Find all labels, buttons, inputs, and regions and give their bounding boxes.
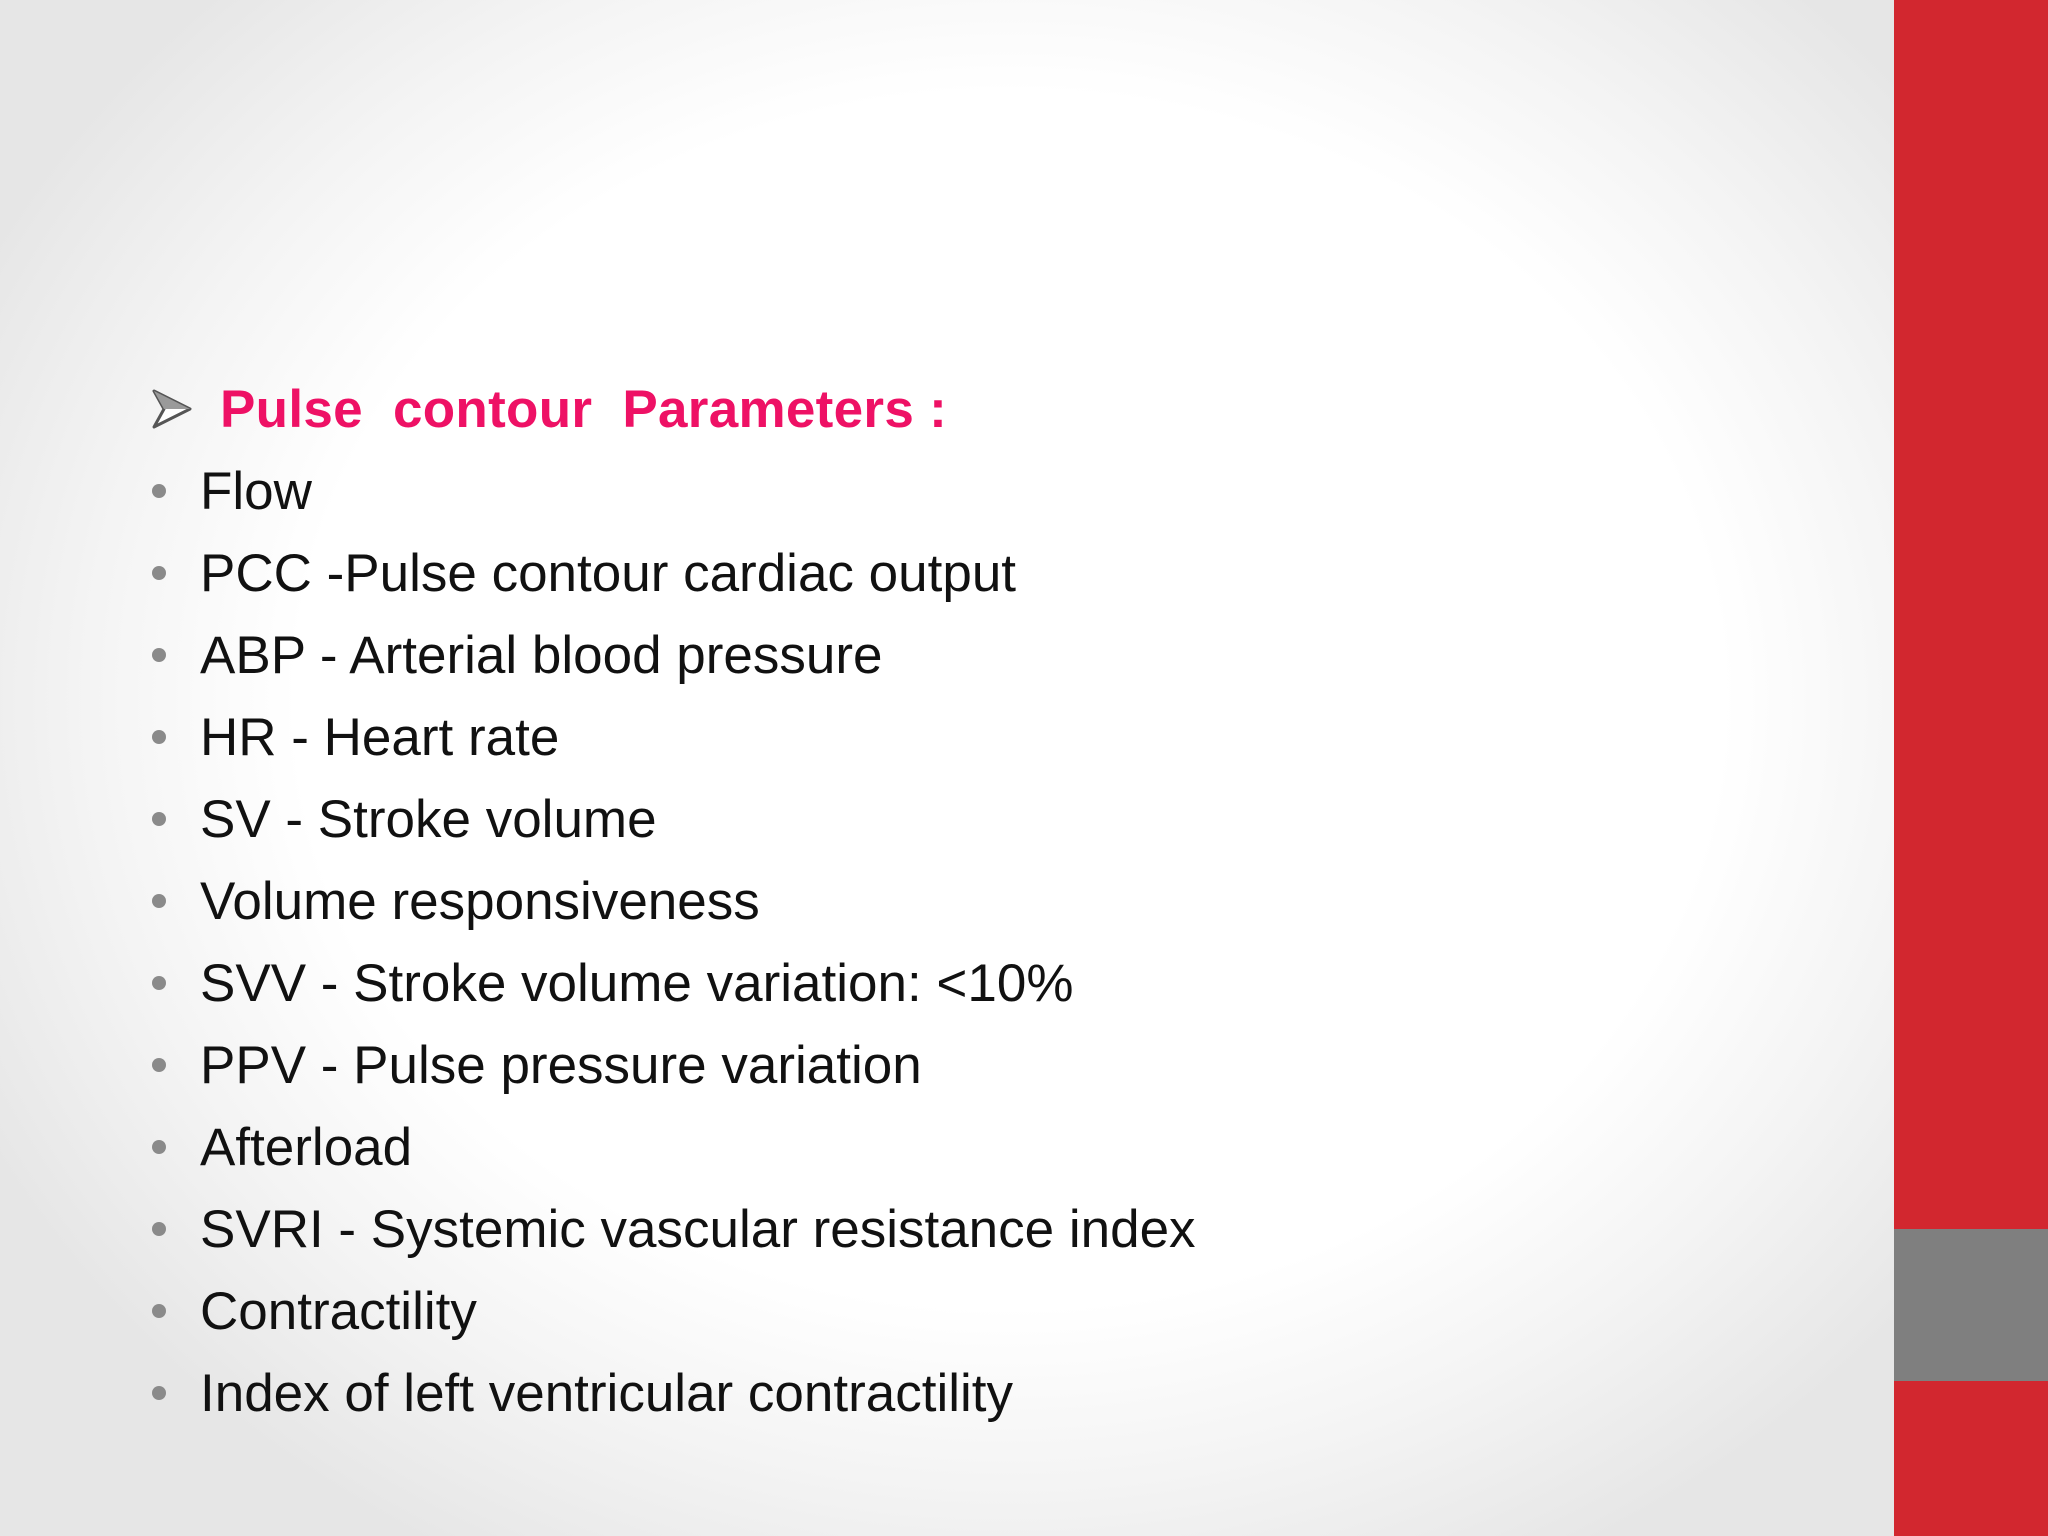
list-item-text: Contractility bbox=[200, 1281, 477, 1341]
dot-bullet-icon bbox=[152, 1222, 166, 1236]
dot-bullet-icon bbox=[152, 484, 166, 498]
accent-side-bar bbox=[1894, 0, 2048, 1536]
parameter-list bbox=[148, 450, 1748, 1434]
list-item bbox=[148, 1106, 1748, 1188]
list-item-text: SV - Stroke volume bbox=[200, 789, 657, 849]
list-item-text: ABP - Arterial blood pressure bbox=[200, 625, 883, 685]
section-heading: Pulse contour Parameters : bbox=[220, 379, 948, 439]
dot-bullet-icon bbox=[152, 1304, 166, 1318]
heading-row bbox=[148, 368, 1748, 450]
dot-bullet-icon bbox=[152, 1140, 166, 1154]
list-item bbox=[148, 942, 1748, 1024]
list-item bbox=[148, 1024, 1748, 1106]
list-item-text: SVV - Stroke volume variation: <10% bbox=[200, 953, 1074, 1013]
list-item bbox=[148, 778, 1748, 860]
list-item bbox=[148, 614, 1748, 696]
list-item-text: Afterload bbox=[200, 1117, 413, 1177]
dot-bullet-icon bbox=[152, 812, 166, 826]
list-item-text: HR - Heart rate bbox=[200, 707, 560, 767]
list-item bbox=[148, 1270, 1748, 1352]
list-item-text: Volume responsiveness bbox=[200, 871, 760, 931]
list-item bbox=[148, 1188, 1748, 1270]
dot-bullet-icon bbox=[152, 976, 166, 990]
list-item bbox=[148, 860, 1748, 942]
list-item-text: Flow bbox=[200, 461, 312, 521]
list-item bbox=[148, 450, 1748, 532]
arrowhead-bullet-icon bbox=[150, 387, 194, 431]
dot-bullet-icon bbox=[152, 1058, 166, 1072]
accent-gray-block bbox=[1894, 1229, 2048, 1381]
dot-bullet-icon bbox=[152, 730, 166, 744]
slide-content bbox=[148, 368, 1748, 1434]
list-item bbox=[148, 532, 1748, 614]
list-item bbox=[148, 1352, 1748, 1434]
list-item-text: PPV - Pulse pressure variation bbox=[200, 1035, 922, 1095]
dot-bullet-icon bbox=[152, 566, 166, 580]
list-item bbox=[148, 696, 1748, 778]
list-item-text: Index of left ventricular contractility bbox=[200, 1363, 1014, 1423]
list-item-text: PCC -Pulse contour cardiac output bbox=[200, 543, 1017, 603]
dot-bullet-icon bbox=[152, 648, 166, 662]
list-item-text: SVRI - Systemic vascular resistance index bbox=[200, 1199, 1196, 1259]
dot-bullet-icon bbox=[152, 1386, 166, 1400]
dot-bullet-icon bbox=[152, 894, 166, 908]
